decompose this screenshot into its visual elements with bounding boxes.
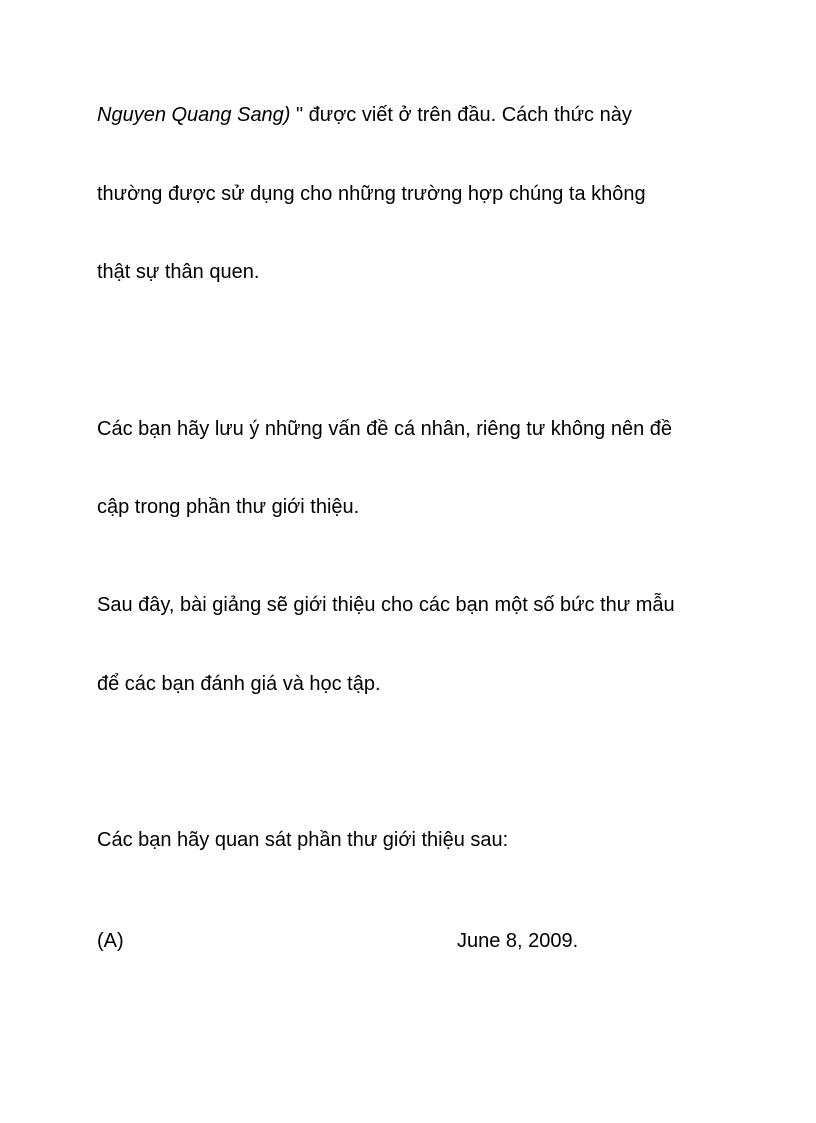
paragraph-1-line-3: thật sự thân quen. (97, 261, 260, 283)
paragraph-4-line-1: Các bạn hãy quan sát phần thư giới thiệu sau: (97, 829, 509, 851)
author-name-italic: Nguyen Quang Sang) (97, 104, 291, 126)
paragraph-3-line-1: Sau đây, bài giảng sẽ giới thiệu cho các bạn một số bức thư mẫu (97, 594, 675, 616)
paragraph-1-line-2: thường được sử dụng cho những trường hợp chúng ta không (97, 183, 646, 205)
paragraph-1-line-1-text: " được viết ở trên đầu. Cách thức này (290, 104, 632, 126)
paragraph-2-line-1: Các bạn hãy lưu ý những vấn đề cá nhân, riêng tư không nên đề (97, 418, 672, 440)
letter-label: (A) (97, 930, 124, 952)
letter-date: June 8, 2009. (457, 930, 579, 952)
paragraph-2-line-2: cập trong phần thư giới thiệu. (97, 496, 360, 518)
paragraph-3-line-2: để các bạn đánh giá và học tập. (97, 673, 381, 695)
paragraph-1-line-1 (97, 103, 632, 127)
